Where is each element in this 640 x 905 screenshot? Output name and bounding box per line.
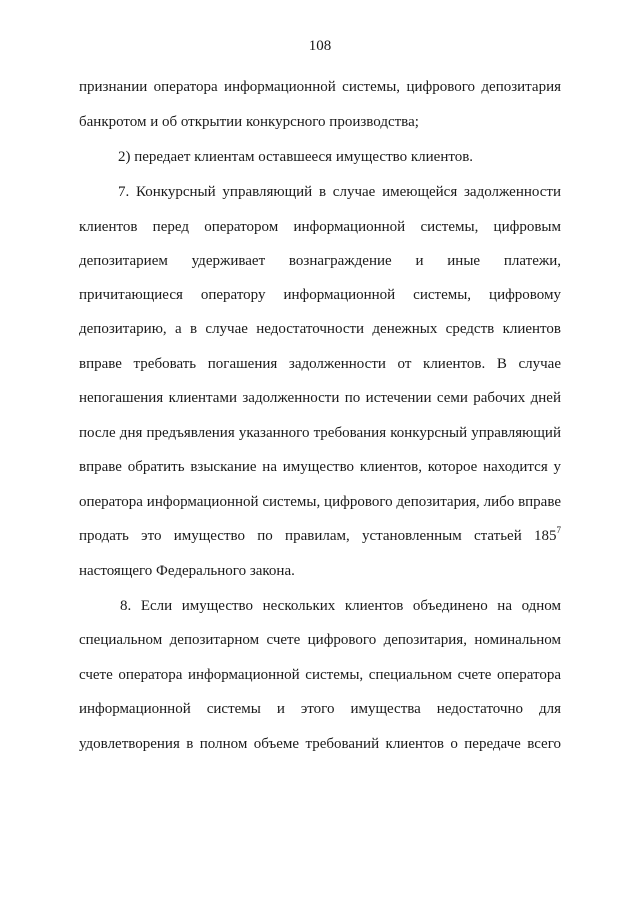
text-line: настоящего Федерального закона. <box>79 563 295 579</box>
text-line: удовлетворения в полном объеме требований клиентов о передаче всего <box>79 736 561 752</box>
text-line: счете оператора информационной системы, специальном счете оператора <box>79 667 561 683</box>
text-line: информационной системы и этого имущества недостаточно для <box>79 701 561 717</box>
text-line: вправе требовать погашения задолженности от клиентов. В случае <box>79 356 561 372</box>
text-line: 8. Если имущество нескольких клиентов объединено на одном <box>120 598 561 614</box>
text-line: признании оператора информационной системы, цифрового депозитария <box>79 79 561 95</box>
text-line: депозитарием удерживает вознаграждение и иные платежи, <box>79 253 561 269</box>
text-line: вправе обратить взыскание на имущество клиентов, которое находится у <box>79 459 561 475</box>
text-line-content: продать это имущество по правилам, установленным статьей 185 <box>79 528 557 544</box>
text-line: непогашения клиентами задолженности по истечении семи рабочих дней <box>79 390 561 406</box>
text-line-with-superscript <box>79 527 561 545</box>
text-line: банкротом и об открытии конкурсного производства; <box>79 114 419 130</box>
article-superscript: 7 <box>556 525 561 535</box>
text-line: депозитарию, а в случае недостаточности денежных средств клиентов <box>79 321 561 337</box>
page-number: 108 <box>308 38 332 54</box>
text-line: 2) передает клиентам оставшееся имущество клиентов. <box>118 149 474 165</box>
text-line: 7. Конкурсный управляющий в случае имеющейся задолженности <box>118 184 561 200</box>
text-line: после дня предъявления указанного требования конкурсный управляющий <box>79 425 561 441</box>
text-line: специальном депозитарном счете цифрового депозитария, номинальном <box>79 632 561 648</box>
text-line: причитающиеся оператору информационной системы, цифровому <box>79 287 561 303</box>
text-line: оператора информационной системы, цифрового депозитария, либо вправе <box>79 494 561 510</box>
text-line: клиентов перед оператором информационной системы, цифровым <box>79 219 561 235</box>
